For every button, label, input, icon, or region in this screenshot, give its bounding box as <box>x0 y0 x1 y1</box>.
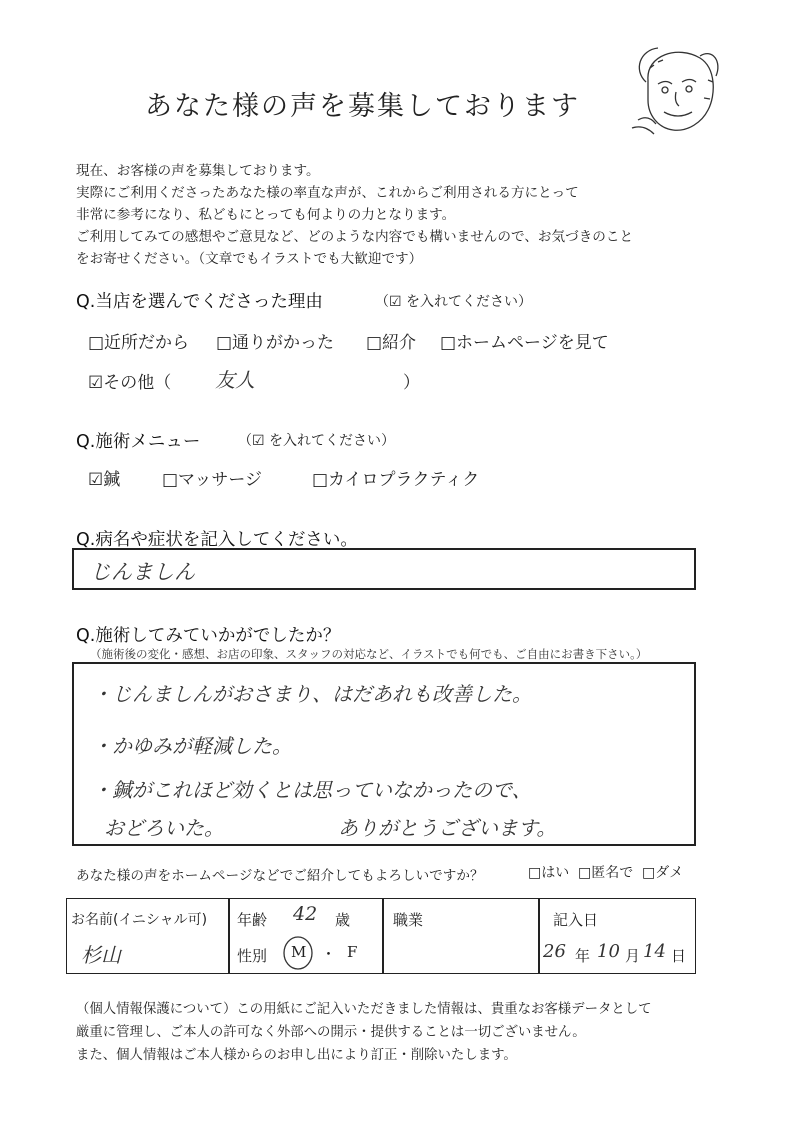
page-title: あなた様の声を募集しております <box>145 91 580 122</box>
gender-separator: ・ <box>321 945 337 963</box>
question-symptoms: Q.病名や症状を記入してください。 <box>76 530 358 550</box>
date-day-unit: 日 <box>671 947 687 965</box>
option-acupuncture[interactable]: ☑鍼 <box>88 470 121 490</box>
consent-question: あなた様の声をホームページなどでご紹介してもよろしいですか？ <box>76 868 484 884</box>
age-label: 年齢 <box>237 911 268 929</box>
option-nearby[interactable]: □近所だから <box>88 333 190 353</box>
option-other-value: 友人 <box>215 368 255 392</box>
option-other-close: ） <box>403 373 420 393</box>
name-label: お名前(イニシャル可) <box>71 912 208 928</box>
info-table <box>66 898 698 974</box>
gender-f[interactable]: F <box>347 943 358 961</box>
option-passing-by[interactable]: □通りがかった <box>216 333 335 353</box>
date-year: 26 <box>543 941 566 962</box>
name-cell[interactable] <box>66 898 230 974</box>
intro-text <box>76 160 633 270</box>
option-chiropractic[interactable]: □カイロプラクティク <box>312 470 480 490</box>
option-homepage[interactable]: □ホームページを見て <box>440 333 609 353</box>
impression-line: おどろいた。 <box>104 816 224 840</box>
intro-line: 実際にご利用くださったあなた様の率直な声が、これからご利用される方にとって <box>76 185 579 201</box>
date-month: 10 <box>597 941 620 962</box>
question-reason-hint: （☑ を入れてください） <box>375 294 533 310</box>
date-month-unit: 月 <box>625 947 641 965</box>
age-gender-cell[interactable] <box>228 898 384 974</box>
question-impression: Q.施術してみていかがでしたか？ <box>76 626 341 646</box>
age-value: 42 <box>293 903 318 925</box>
gender-label: 性別 <box>237 947 268 965</box>
staff-portrait-sketch <box>618 40 728 140</box>
option-other[interactable]: ☑その他（ <box>88 373 172 393</box>
job-cell[interactable] <box>382 898 540 974</box>
option-massage[interactable]: □マッサージ <box>162 470 263 490</box>
question-menu-hint: （☑ を入れてください） <box>238 433 396 449</box>
privacy-line: （個人情報保護について）この用紙にご記入いただきました情報は、貴重なお客様データとして <box>76 1002 652 1017</box>
date-label: 記入日 <box>553 911 599 929</box>
privacy-line: 厳重に管理し、ご本人の許可なく外部への開示・提供することは一切ございません。 <box>76 1025 586 1040</box>
date-cell[interactable] <box>538 898 696 974</box>
gender-m[interactable]: M <box>291 943 307 961</box>
consent-yes[interactable]: □はい <box>528 865 570 881</box>
question-reason: Q.当店を選んでくださった理由 <box>76 292 323 312</box>
job-label: 職業 <box>393 911 424 929</box>
consent-anonymous[interactable]: □匿名で <box>578 865 634 881</box>
age-unit: 歳 <box>335 911 351 929</box>
symptoms-answer: じんましん <box>90 560 195 584</box>
impression-line: ・じんましんがおさまり、はだあれも改善した。 <box>92 682 532 706</box>
consent-no[interactable]: □ダメ <box>642 865 684 881</box>
impression-box[interactable] <box>72 662 696 846</box>
impression-line: ありがとうございます。 <box>338 816 557 840</box>
privacy-notice <box>76 998 652 1067</box>
privacy-line: また、個人情報はご本人様からのお申し出により訂正・削除いたします。 <box>76 1048 517 1063</box>
question-impression-hint: （施術後の変化・感想、お店の印象、スタッフの対応など、イラストでも何でも、ご自由にお書き下さい。） <box>90 647 648 661</box>
intro-line: をお寄せください。（文章でもイラストでも大歓迎です） <box>76 251 423 267</box>
intro-line: 非常に参考になり、私どもにとっても何よりの力となります。 <box>76 207 456 223</box>
impression-line: ・かゆみが軽減した。 <box>92 734 292 758</box>
symptoms-box[interactable] <box>72 548 696 590</box>
option-referral[interactable]: □紹介 <box>366 333 417 353</box>
impression-line: ・鍼がこれほど効くとは思っていなかったので、 <box>92 778 532 802</box>
question-menu: Q.施術メニュー <box>76 432 201 452</box>
gender-circle-mark <box>281 935 315 971</box>
name-value: 杉山 <box>81 943 121 967</box>
intro-line: ご利用してみての感想やご意見など、どのような内容でも構いませんので、お気づきのこと <box>76 229 634 245</box>
intro-line: 現在、お客様の声を募集しております。 <box>76 163 320 179</box>
date-year-unit: 年 <box>575 947 591 965</box>
date-day: 14 <box>643 941 666 962</box>
